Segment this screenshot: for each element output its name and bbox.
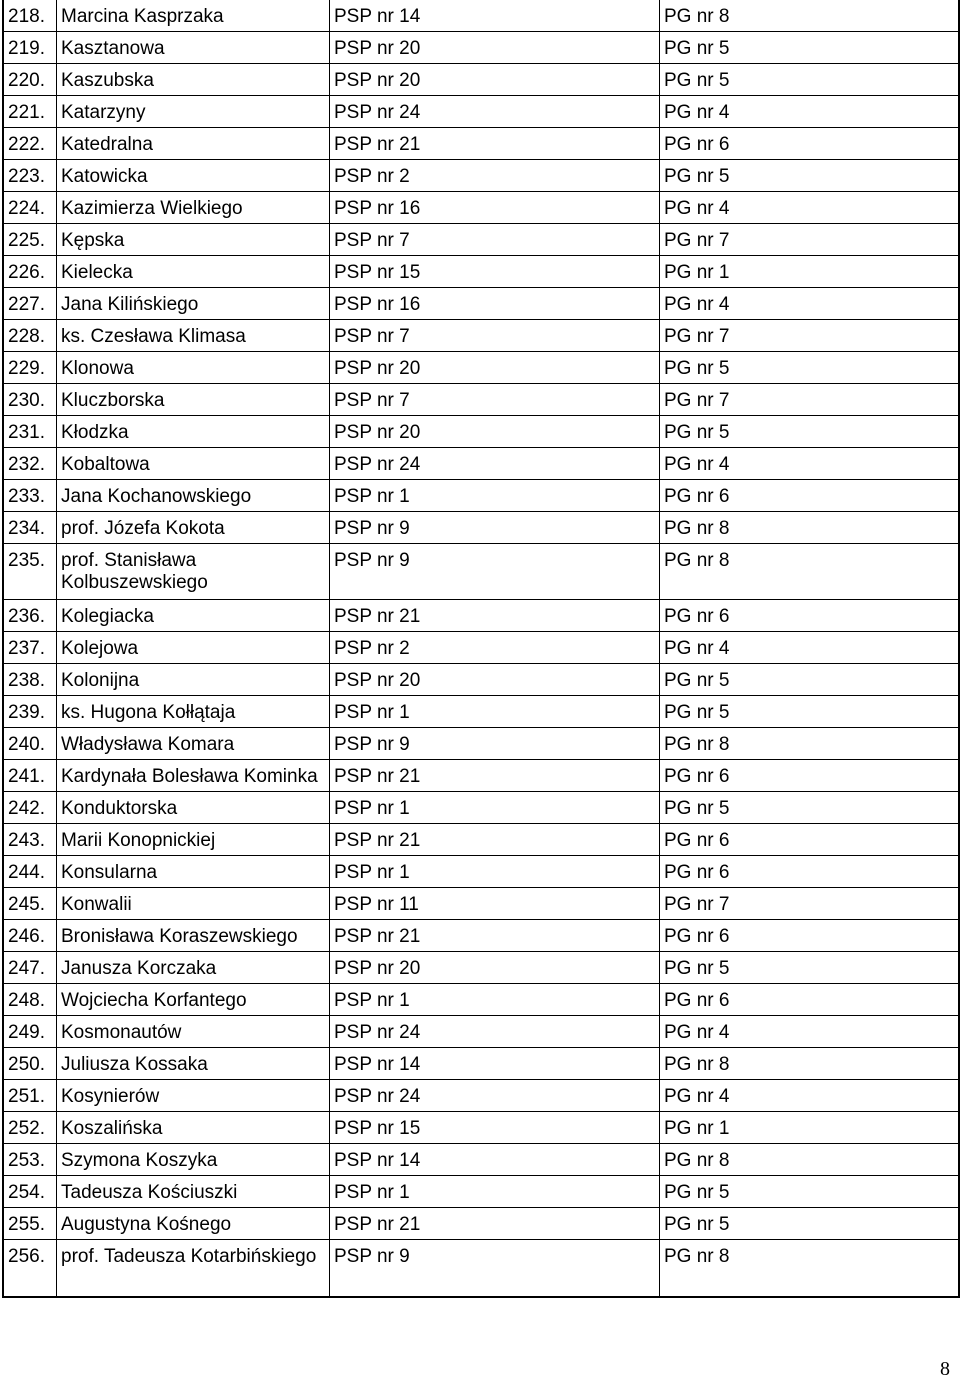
gymnasium-cell: PG nr 8 [664,550,730,571]
row-number-cell: 242. [4,792,57,823]
primary-school-cell: PSP nr 1 [330,1176,660,1207]
street-name-cell: Jana Kilińskiego [57,288,330,319]
gymnasium-cell: PG nr 8 [664,1054,730,1075]
gymnasium-cell: PG nr 4 [664,102,730,123]
street-name-cell: Bronisława Koraszewskiego [57,920,330,951]
table-row [4,288,958,320]
primary-school-cell: PSP nr 24 [330,448,660,479]
table-row [4,792,958,824]
table-row [4,1176,958,1208]
table-row [4,984,958,1016]
primary-school-cell: PSP nr 9 [330,728,660,759]
table-row [4,160,958,192]
row-number-cell: 240. [4,728,57,759]
primary-school-cell: PSP nr 7 [330,320,660,351]
row-number-cell: 230. [4,384,57,415]
gymnasium-cell: PG nr 4 [664,294,730,315]
primary-school-cell: PSP nr 9 [330,544,660,599]
primary-school-cell: PSP nr 20 [330,352,660,383]
primary-school-cell: PSP nr 14 [330,1048,660,1079]
gymnasium-cell: PG nr 6 [664,862,730,883]
table-row [4,856,958,888]
street-name-cell: Wojciecha Korfantego [57,984,330,1015]
primary-school-cell: PSP nr 24 [330,1080,660,1111]
row-number-cell: 249. [4,1016,57,1047]
row-number-cell: 241. [4,760,57,791]
table-row [4,1080,958,1112]
gymnasium-cell: PG nr 4 [664,1022,730,1043]
primary-school-cell: PSP nr 16 [330,192,660,223]
primary-school-cell: PSP nr 20 [330,416,660,447]
table-row [4,1208,958,1240]
table-row [4,448,958,480]
gymnasium-cell: PG nr 4 [664,638,730,659]
primary-school-cell: PSP nr 2 [330,160,660,191]
gymnasium-cell: PG nr 5 [664,1182,730,1203]
gymnasium-cell: PG nr 4 [664,198,730,219]
street-name-cell: Kobaltowa [57,448,330,479]
street-name-cell: Katedralna [57,128,330,159]
gymnasium-cell: PG nr 5 [664,798,730,819]
primary-school-cell: PSP nr 2 [330,632,660,663]
row-number-cell: 228. [4,320,57,351]
primary-school-cell: PSP nr 1 [330,792,660,823]
row-number-cell: 247. [4,952,57,983]
table-row [4,1112,958,1144]
primary-school-cell: PSP nr 20 [330,32,660,63]
primary-school-cell: PSP nr 7 [330,384,660,415]
gymnasium-cell: PG nr 5 [664,702,730,723]
table-row [4,544,958,600]
row-number-cell: 224. [4,192,57,223]
street-name-cell: Katarzyny [57,96,330,127]
row-number-cell: 226. [4,256,57,287]
street-name-cell: Kępska [57,224,330,255]
gymnasium-cell: PG nr 7 [664,230,730,251]
row-number-cell: 252. [4,1112,57,1143]
primary-school-cell: PSP nr 21 [330,128,660,159]
street-name-cell: ks. Hugona Kołłątaja [57,696,330,727]
table-row [4,760,958,792]
gymnasium-cell: PG nr 1 [664,1118,730,1139]
gymnasium-cell: PG nr 5 [664,670,730,691]
primary-school-cell: PSP nr 1 [330,984,660,1015]
street-name-cell: Kaszubska [57,64,330,95]
primary-school-cell: PSP nr 21 [330,824,660,855]
row-number-cell: 246. [4,920,57,951]
table-row [4,920,958,952]
row-number-cell: 244. [4,856,57,887]
primary-school-cell: PSP nr 21 [330,760,660,791]
gymnasium-cell: PG nr 5 [664,358,730,379]
table-row [4,824,958,856]
primary-school-cell: PSP nr 21 [330,920,660,951]
gymnasium-cell: PG nr 6 [664,990,730,1011]
table-row [4,320,958,352]
street-name-cell: Kolejowa [57,632,330,663]
street-name-cell: prof. Stanisława Kolbuszewskiego [57,544,330,599]
primary-school-cell: PSP nr 11 [330,888,660,919]
table-row [4,696,958,728]
primary-school-cell: PSP nr 9 [330,512,660,543]
primary-school-cell: PSP nr 24 [330,1016,660,1047]
table-row [4,224,958,256]
gymnasium-cell: PG nr 7 [664,326,730,347]
row-number-cell: 222. [4,128,57,159]
gymnasium-cell: PG nr 6 [664,486,730,507]
primary-school-cell: PSP nr 15 [330,1112,660,1143]
primary-school-cell: PSP nr 16 [330,288,660,319]
street-name-cell: Augustyna Kośnego [57,1208,330,1239]
row-number-cell: 219. [4,32,57,63]
row-number-cell: 254. [4,1176,57,1207]
gymnasium-cell: PG nr 6 [664,134,730,155]
primary-school-cell: PSP nr 20 [330,952,660,983]
table-row [4,0,958,32]
table-row [4,888,958,920]
street-name-cell: Kolonijna [57,664,330,695]
gymnasium-cell: PG nr 8 [664,1150,730,1171]
table-row [4,632,958,664]
street-name-cell: Kosynierów [57,1080,330,1111]
row-number-cell: 229. [4,352,57,383]
primary-school-cell: PSP nr 1 [330,696,660,727]
street-name-cell: Kielecka [57,256,330,287]
row-number-cell: 238. [4,664,57,695]
street-name-cell: Kolegiacka [57,600,330,631]
gymnasium-cell: PG nr 6 [664,766,730,787]
street-name-cell: Władysława Komara [57,728,330,759]
primary-school-cell: PSP nr 24 [330,96,660,127]
street-name-cell: Koszalińska [57,1112,330,1143]
street-name-cell: Kłodzka [57,416,330,447]
row-number-cell: 253. [4,1144,57,1175]
street-name-cell: Janusza Korczaka [57,952,330,983]
row-number-cell: 231. [4,416,57,447]
primary-school-cell: PSP nr 7 [330,224,660,255]
row-number-cell: 232. [4,448,57,479]
table-row [4,32,958,64]
gymnasium-cell: PG nr 6 [664,606,730,627]
street-name-cell: ks. Czesława Klimasa [57,320,330,351]
gymnasium-cell: PG nr 4 [664,1086,730,1107]
row-number-cell: 248. [4,984,57,1015]
gymnasium-cell: PG nr 8 [664,1246,730,1267]
gymnasium-cell: PG nr 6 [664,830,730,851]
gymnasium-cell: PG nr 5 [664,166,730,187]
row-number-cell: 255. [4,1208,57,1239]
gymnasium-cell: PG nr 7 [664,894,730,915]
table-row [4,952,958,984]
street-name-cell: Konsularna [57,856,330,887]
table-row [4,96,958,128]
gymnasium-cell: PG nr 8 [664,734,730,755]
primary-school-cell: PSP nr 21 [330,600,660,631]
gymnasium-cell: PG nr 5 [664,422,730,443]
row-number-cell: 237. [4,632,57,663]
table-row [4,1240,958,1296]
row-number-cell: 251. [4,1080,57,1111]
gymnasium-cell: PG nr 5 [664,958,730,979]
row-number-cell: 225. [4,224,57,255]
gymnasium-cell: PG nr 7 [664,390,730,411]
table-row [4,352,958,384]
row-number-cell: 243. [4,824,57,855]
table-row [4,1048,958,1080]
row-number-cell: 239. [4,696,57,727]
row-number-cell: 250. [4,1048,57,1079]
table-row [4,256,958,288]
table-row [4,728,958,760]
gymnasium-cell: PG nr 8 [664,518,730,539]
street-name-cell: Konwalii [57,888,330,919]
primary-school-cell: PSP nr 1 [330,480,660,511]
street-name-cell: Kazimierza Wielkiego [57,192,330,223]
table-row [4,600,958,632]
street-name-cell: Kosmonautów [57,1016,330,1047]
street-name-cell: Kardynała Bolesława Kominka [57,760,330,791]
street-name-cell: Szymona Koszyka [57,1144,330,1175]
primary-school-cell: PSP nr 1 [330,856,660,887]
table-row [4,512,958,544]
street-assignment-table [2,0,960,1298]
row-number-cell: 218. [4,0,57,31]
table-row [4,1016,958,1048]
row-number-cell: 233. [4,480,57,511]
gymnasium-cell: PG nr 4 [664,454,730,475]
row-number-cell: 220. [4,64,57,95]
row-number-cell: 256. [4,1240,57,1296]
primary-school-cell: PSP nr 14 [330,0,660,31]
primary-school-cell: PSP nr 15 [330,256,660,287]
primary-school-cell: PSP nr 20 [330,64,660,95]
gymnasium-cell: PG nr 6 [664,926,730,947]
row-number-cell: 245. [4,888,57,919]
street-name-cell: Konduktorska [57,792,330,823]
table-row [4,192,958,224]
primary-school-cell: PSP nr 20 [330,664,660,695]
gymnasium-cell: PG nr 5 [664,70,730,91]
row-number-cell: 236. [4,600,57,631]
row-number-cell: 227. [4,288,57,319]
street-name-cell: Jana Kochanowskiego [57,480,330,511]
table-row [4,664,958,696]
gymnasium-cell: PG nr 5 [664,1214,730,1235]
street-name-cell: Juliusza Kossaka [57,1048,330,1079]
primary-school-cell: PSP nr 9 [330,1240,660,1296]
row-number-cell: 221. [4,96,57,127]
primary-school-cell: PSP nr 21 [330,1208,660,1239]
street-name-cell: Marii Konopnickiej [57,824,330,855]
street-name-cell: Marcina Kasprzaka [57,0,330,31]
gymnasium-cell: PG nr 1 [664,262,730,283]
street-name-cell: prof. Józefa Kokota [57,512,330,543]
row-number-cell: 235. [4,544,57,599]
street-name-cell: Tadeusza Kościuszki [57,1176,330,1207]
table-row [4,384,958,416]
table-row [4,128,958,160]
street-name-cell: Klonowa [57,352,330,383]
table-row [4,416,958,448]
street-name-cell: Kluczborska [57,384,330,415]
primary-school-cell: PSP nr 14 [330,1144,660,1175]
table-row [4,64,958,96]
street-name-cell: Katowicka [57,160,330,191]
gymnasium-cell: PG nr 5 [664,38,730,59]
gymnasium-cell: PG nr 8 [664,6,730,27]
row-number-cell: 234. [4,512,57,543]
street-name-cell: Kasztanowa [57,32,330,63]
table-row [4,480,958,512]
row-number-cell: 223. [4,160,57,191]
street-name-cell: prof. Tadeusza Kotarbińskiego [57,1240,330,1296]
page-number: 8 [940,1358,950,1380]
table-row [4,1144,958,1176]
